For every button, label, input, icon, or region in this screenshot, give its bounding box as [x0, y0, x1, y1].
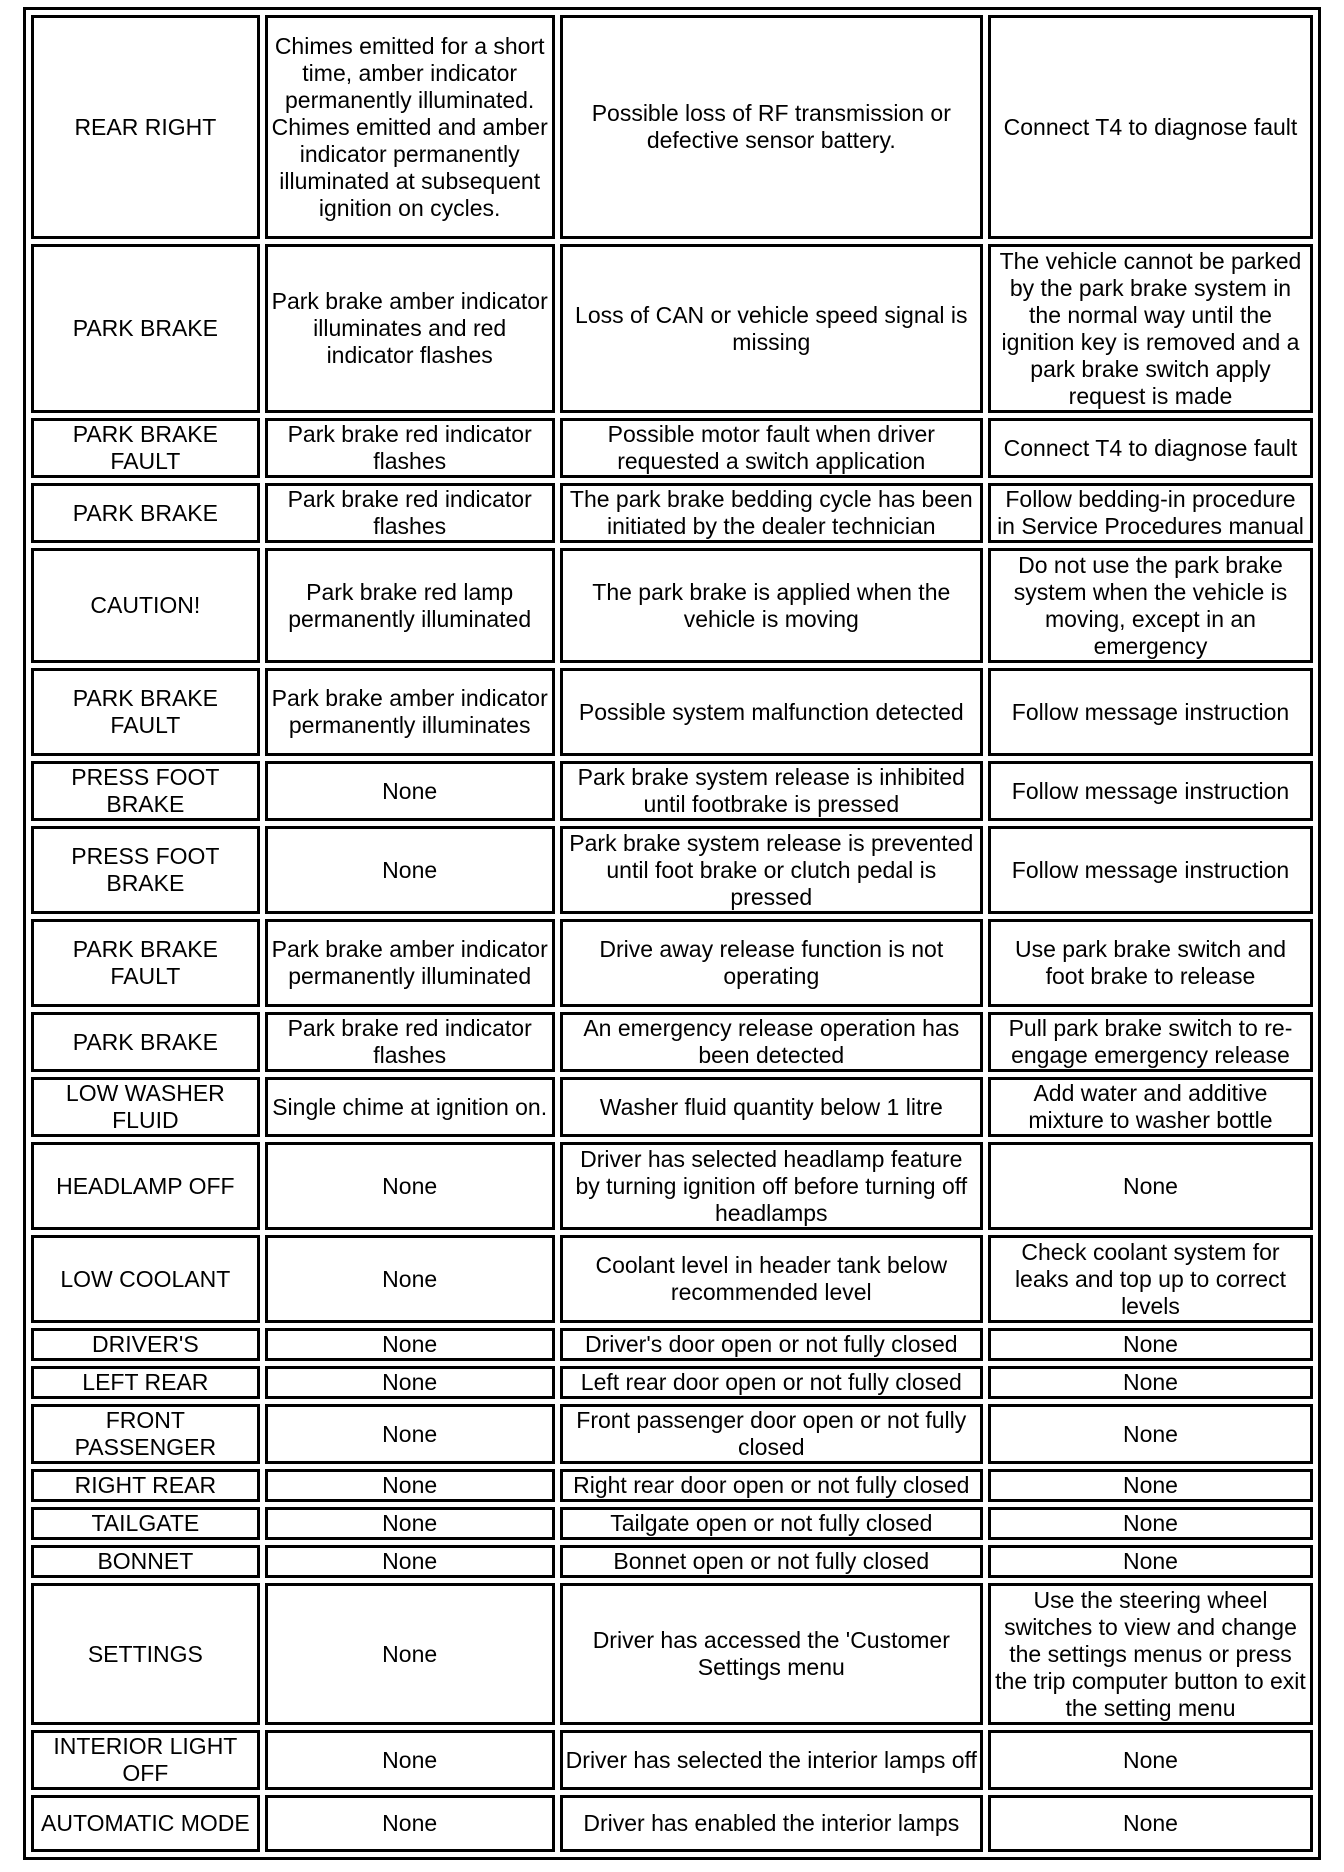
table-row — [31, 826, 1313, 914]
action-cell: None — [988, 1730, 1313, 1790]
warning-cell: None — [265, 1366, 555, 1399]
table-row — [31, 1328, 1313, 1361]
message-cell: PARK BRAKE — [31, 244, 260, 413]
warning-cell: None — [265, 1235, 555, 1323]
warning-cell: Park brake amber indicator permanently illuminated — [265, 919, 555, 1007]
warning-cell: None — [265, 1507, 555, 1540]
action-cell: None — [988, 1469, 1313, 1502]
table-row — [31, 1545, 1313, 1578]
table-row — [31, 761, 1313, 821]
cause-cell: Driver has enabled the interior lamps — [560, 1795, 983, 1852]
table-row — [31, 1507, 1313, 1540]
message-cell: PARK BRAKE FAULT — [31, 919, 260, 1007]
action-cell: None — [988, 1545, 1313, 1578]
table-row — [31, 548, 1313, 663]
table-row — [31, 1235, 1313, 1323]
action-cell: None — [988, 1507, 1313, 1540]
cause-cell: Driver's door open or not fully closed — [560, 1328, 983, 1361]
warning-cell: None — [265, 761, 555, 821]
table-row — [31, 15, 1313, 239]
message-cell: TAILGATE — [31, 1507, 260, 1540]
cause-cell: Driver has selected the interior lamps off — [560, 1730, 983, 1790]
table-row — [31, 919, 1313, 1007]
warning-cell: None — [265, 1469, 555, 1502]
message-cell: LOW COOLANT — [31, 1235, 260, 1323]
table-row — [31, 1469, 1313, 1502]
warning-cell: None — [265, 1142, 555, 1230]
warning-cell: None — [265, 1730, 555, 1790]
cause-cell: Possible motor fault when driver requested a switch application — [560, 418, 983, 478]
warning-cell: Park brake red indicator flashes — [265, 418, 555, 478]
warning-cell: Park brake red indicator flashes — [265, 483, 555, 543]
warning-cell: Chimes emitted for a short time, amber indicator permanently illuminated. Chimes emitted and amber indicator permanently illuminated at subsequent ignition on cycles. — [265, 15, 555, 239]
action-cell: Check coolant system for leaks and top up to correct levels — [988, 1235, 1313, 1323]
table-row — [31, 1404, 1313, 1464]
message-cell: BONNET — [31, 1545, 260, 1578]
message-cell: REAR RIGHT — [31, 15, 260, 239]
warning-cell: None — [265, 1328, 555, 1361]
cause-cell: Driver has selected headlamp feature by turning ignition off before turning off headlamps — [560, 1142, 983, 1230]
cause-cell: Park brake system release is prevented until foot brake or clutch pedal is pressed — [560, 826, 983, 914]
action-cell: None — [988, 1795, 1313, 1852]
message-cell: FRONT PASSENGER — [31, 1404, 260, 1464]
message-cell: INTERIOR LIGHT OFF — [31, 1730, 260, 1790]
table-row — [31, 1366, 1313, 1399]
table-row — [31, 1142, 1313, 1230]
warning-cell: None — [265, 1583, 555, 1725]
message-cell: HEADLAMP OFF — [31, 1142, 260, 1230]
table-body — [31, 15, 1313, 1852]
warning-cell: Park brake red indicator flashes — [265, 1012, 555, 1072]
action-cell: Follow bedding-in procedure in Service Procedures manual — [988, 483, 1313, 543]
cause-cell: Possible loss of RF transmission or defective sensor battery. — [560, 15, 983, 239]
cause-cell: An emergency release operation has been detected — [560, 1012, 983, 1072]
message-cell: PARK BRAKE FAULT — [31, 668, 260, 756]
cause-cell: Front passenger door open or not fully closed — [560, 1404, 983, 1464]
message-cell: PARK BRAKE — [31, 1012, 260, 1072]
cause-cell: Tailgate open or not fully closed — [560, 1507, 983, 1540]
cause-cell: Park brake system release is inhibited until footbrake is pressed — [560, 761, 983, 821]
message-cell: PRESS FOOT BRAKE — [31, 761, 260, 821]
warning-cell: None — [265, 1404, 555, 1464]
warning-cell: None — [265, 1545, 555, 1578]
action-cell: Connect T4 to diagnose fault — [988, 15, 1313, 239]
cause-cell: Right rear door open or not fully closed — [560, 1469, 983, 1502]
message-cell: SETTINGS — [31, 1583, 260, 1725]
action-cell: Follow message instruction — [988, 826, 1313, 914]
table-row — [31, 244, 1313, 413]
cause-cell: Loss of CAN or vehicle speed signal is missing — [560, 244, 983, 413]
action-cell: Connect T4 to diagnose fault — [988, 418, 1313, 478]
message-cell: PARK BRAKE FAULT — [31, 418, 260, 478]
table-row — [31, 1583, 1313, 1725]
message-cell: LOW WASHER FLUID — [31, 1077, 260, 1137]
table-row — [31, 483, 1313, 543]
message-cell: PARK BRAKE — [31, 483, 260, 543]
action-cell: None — [988, 1328, 1313, 1361]
action-cell: Use the steering wheel switches to view and change the settings menus or press the trip computer button to exit the setting menu — [988, 1583, 1313, 1725]
action-cell: Pull park brake switch to re-engage emergency release — [988, 1012, 1313, 1072]
action-cell: None — [988, 1404, 1313, 1464]
action-cell: None — [988, 1366, 1313, 1399]
table-row — [31, 1012, 1313, 1072]
message-cell: DRIVER'S — [31, 1328, 260, 1361]
table-row — [31, 1077, 1313, 1137]
message-center-table — [23, 7, 1321, 1860]
action-cell: None — [988, 1142, 1313, 1230]
table-row — [31, 1730, 1313, 1790]
cause-cell: Possible system malfunction detected — [560, 668, 983, 756]
action-cell: Follow message instruction — [988, 668, 1313, 756]
cause-cell: The park brake is applied when the vehicle is moving — [560, 548, 983, 663]
message-cell: RIGHT REAR — [31, 1469, 260, 1502]
warning-cell: Single chime at ignition on. — [265, 1077, 555, 1137]
action-cell: Use park brake switch and foot brake to release — [988, 919, 1313, 1007]
table-row — [31, 418, 1313, 478]
warning-cell: Park brake amber indicator illuminates and red indicator flashes — [265, 244, 555, 413]
cause-cell: Driver has accessed the 'Customer Settings menu — [560, 1583, 983, 1725]
cause-cell: Coolant level in header tank below recommended level — [560, 1235, 983, 1323]
cause-cell: The park brake bedding cycle has been initiated by the dealer technician — [560, 483, 983, 543]
action-cell: Follow message instruction — [988, 761, 1313, 821]
table-row — [31, 1795, 1313, 1852]
action-cell: Do not use the park brake system when the vehicle is moving, except in an emergency — [988, 548, 1313, 663]
warning-cell: Park brake red lamp permanently illuminated — [265, 548, 555, 663]
warning-cell: None — [265, 1795, 555, 1852]
message-cell: CAUTION! — [31, 548, 260, 663]
warning-cell: None — [265, 826, 555, 914]
action-cell: The vehicle cannot be parked by the park brake system in the normal way until the ignition key is removed and a park brake switch apply request is made — [988, 244, 1313, 413]
cause-cell: Left rear door open or not fully closed — [560, 1366, 983, 1399]
cause-cell: Drive away release function is not operating — [560, 919, 983, 1007]
message-cell: AUTOMATIC MODE — [31, 1795, 260, 1852]
cause-cell: Bonnet open or not fully closed — [560, 1545, 983, 1578]
message-cell: PRESS FOOT BRAKE — [31, 826, 260, 914]
message-cell: LEFT REAR — [31, 1366, 260, 1399]
warning-cell: Park brake amber indicator permanently illuminates — [265, 668, 555, 756]
cause-cell: Washer fluid quantity below 1 litre — [560, 1077, 983, 1137]
action-cell: Add water and additive mixture to washer bottle — [988, 1077, 1313, 1137]
table-row — [31, 668, 1313, 756]
